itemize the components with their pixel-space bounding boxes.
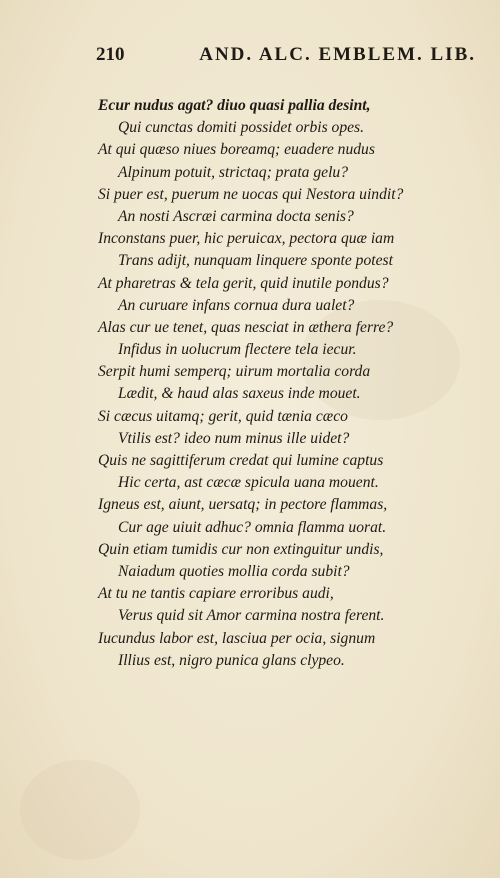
- verse-line: At pharetras & tela gerit, quid inutile pondus?: [98, 274, 389, 292]
- verse-line: At qui quæso niues boreamq; euadere nudus: [98, 141, 375, 159]
- verse-line: Quis ne sagittiferum credat qui lumine captus: [98, 452, 384, 469]
- verse-line: Igneus est, aiunt, uersatq; in pectore flammas,: [98, 496, 388, 514]
- verse-line: Ecur nudus agat? diuo quasi pallia desint,: [98, 97, 371, 114]
- verse-line: Hic certa, ast cæcæ spicula uana mouent.: [118, 474, 379, 492]
- verse-line: Quin etiam tumidis cur non extinguitur undis,: [98, 540, 384, 558]
- verse-line: Verus quid sit Amor carmina nostra ferent.: [118, 607, 385, 625]
- verse-line: Alas cur ue tenet, quas nesciat in æthera ferre?: [98, 318, 394, 336]
- verse-line: Inconstans puer, hic peruicax, pectora quæ iam: [98, 230, 395, 248]
- verse-line: Qui cunctas domiti possidet orbis opes.: [118, 119, 365, 137]
- verse-line: An nosti Ascræi carmina docta senis?: [118, 207, 354, 225]
- paper-stain: [20, 760, 140, 860]
- verse-line: At tu ne tantis capiare erroribus audi,: [98, 585, 334, 603]
- verse-line: Infidus in uolucrum flectere tela iecur.: [118, 341, 357, 359]
- verse-line: Cur age uiuit adhuc? omnia flamma uorat.: [118, 518, 387, 536]
- running-title: AND. ALC. EMBLEM. LIB.: [199, 44, 476, 65]
- running-header: [96, 44, 476, 66]
- verse-line: An curuare infans cornua dura ualet?: [118, 296, 355, 314]
- verse-line: Si puer est, puerum ne uocas qui Nestora uindit?: [98, 185, 404, 203]
- verse-line: Vtilis est? ideo num minus ille uidet?: [118, 429, 350, 447]
- verse-line: Trans adijt, nunquam linquere sponte potest: [118, 252, 393, 270]
- verse-line: Serpit humi semperq; uirum mortalia corda: [98, 363, 371, 381]
- verse-line: Naiadum quoties mollia corda subit?: [118, 562, 350, 580]
- verse-line: Alpinum potuit, strictaq; prata gelu?: [118, 163, 349, 181]
- poem-verses: [98, 95, 468, 672]
- page-number: 210: [96, 44, 125, 65]
- verse-line: Si cæcus uitamq; gerit, quid tænia cæco: [98, 407, 348, 425]
- verse-line: Illius est, nigro punica glans clypeo.: [118, 651, 345, 669]
- verse-line: Lædit, & haud alas saxeus inde mouet.: [118, 385, 361, 403]
- verse-line: Iucundus labor est, lasciua per ocia, signum: [98, 629, 376, 647]
